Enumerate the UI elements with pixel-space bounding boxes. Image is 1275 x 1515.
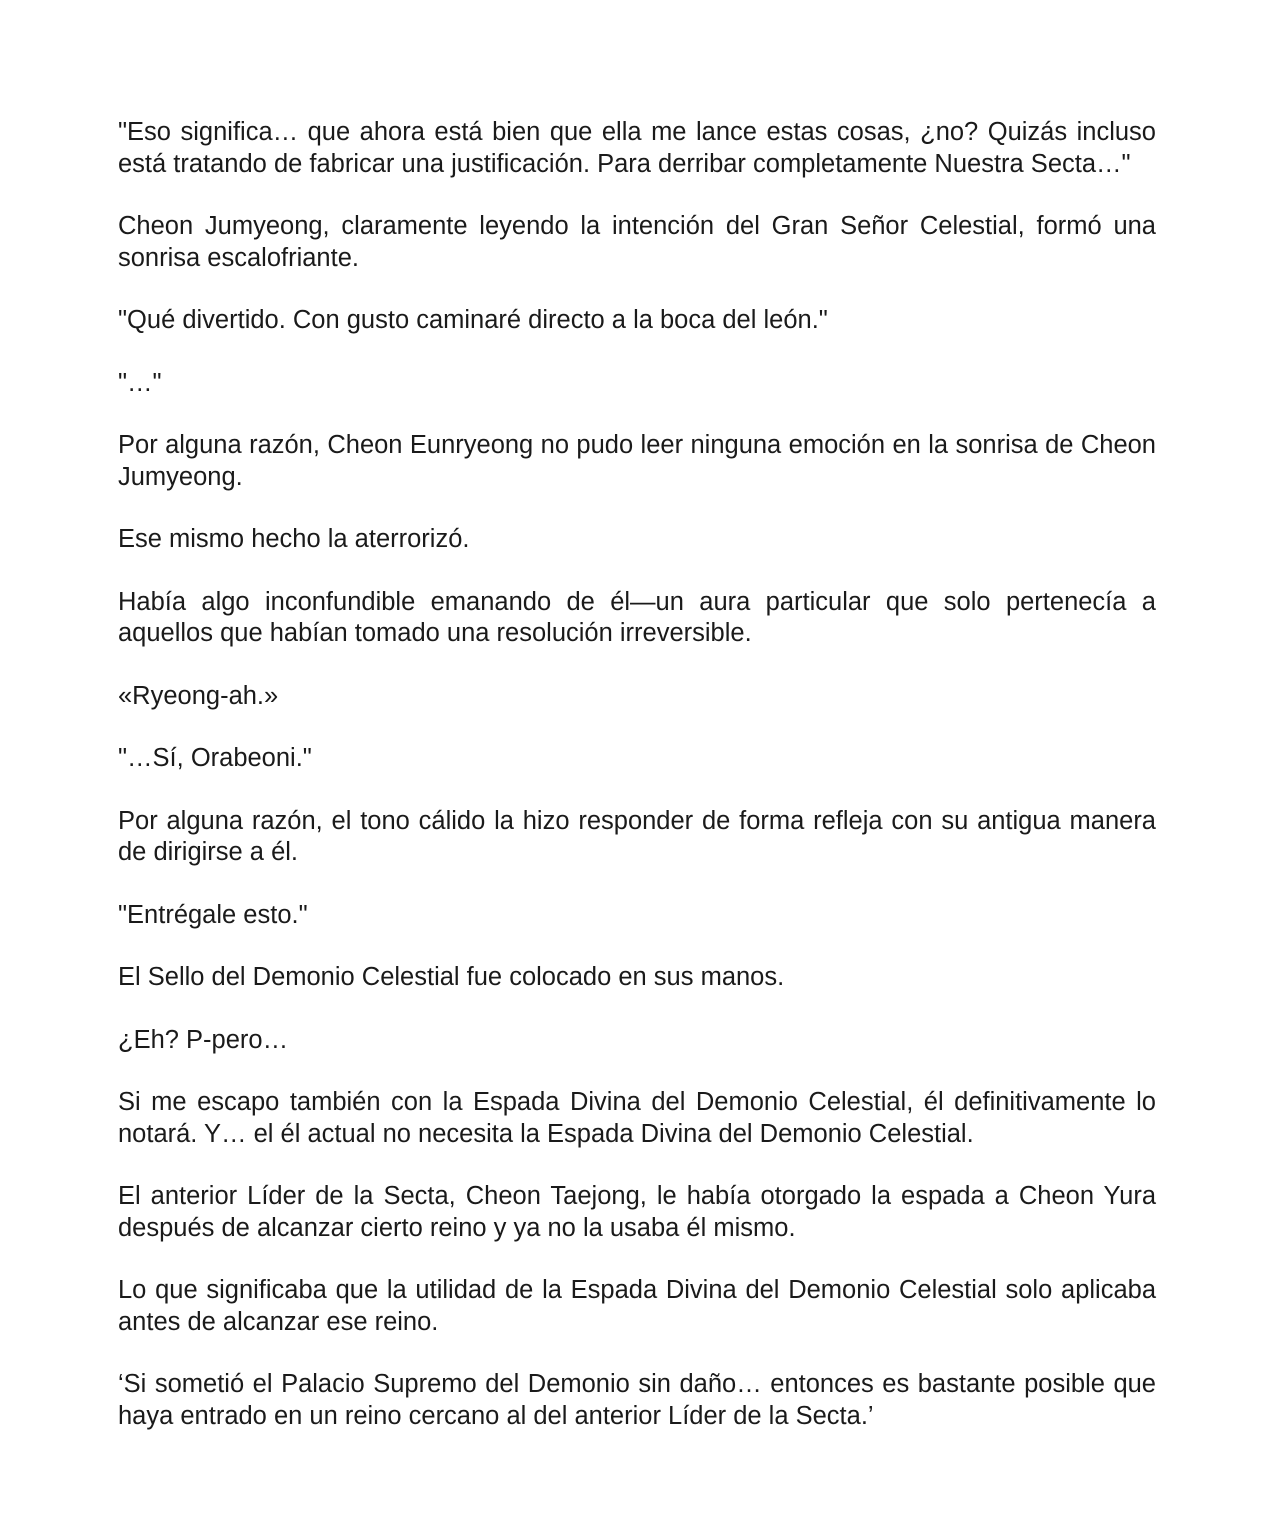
paragraph: "Qué divertido. Con gusto caminaré directo a la boca del león." [118,306,828,334]
paragraph: Cheon Jumyeong, claramente leyendo la intención del Gran Señor Celestial, formó una sonrisa escalofriante. [118,212,1156,272]
paragraph: Lo que significaba que la utilidad de la Espada Divina del Demonio Celestial solo aplicaba antes de alcanzar ese reino. [118,1276,1156,1336]
paragraph: "Entrégale esto." [118,900,308,929]
paragraph: "…" [118,368,162,397]
document-page [118,117,1156,1432]
paragraph: ¿Eh? P-pero… [118,1025,289,1054]
paragraph: "…Sí, Orabeoni." [118,744,312,772]
paragraph: El Sello del Demonio Celestial fue colocado en sus manos. [118,963,785,991]
paragraph: Si me escapo también con la Espada Divina del Demonio Celestial, él definitivamente lo notará. Y… el él actual no necesita la Espada Divina del Demonio Celestial. [118,1088,1156,1148]
paragraph: Por alguna razón, Cheon Eunryeong no pudo leer ninguna emoción en la sonrisa de Cheon Jumyeong. [118,431,1156,491]
paragraph: "Eso significa… que ahora está bien que ella me lance estas cosas, ¿no? Quizás incluso está tratando de fabricar una justificación. Para derribar completamente Nuestra Secta…" [118,118,1156,178]
paragraph: «Ryeong-ah.» [118,681,279,710]
paragraph: ‘Si sometió el Palacio Supremo del Demonio sin daño… entonces es bastante posible que haya entrado en un reino cercano al del anterior Líder de la Secta.’ [118,1370,1156,1430]
paragraph: Había algo inconfundible emanando de él—un aura particular que solo pertenecía a aquellos que habían tomado una resolución irreversible. [118,587,1156,647]
paragraph: Por alguna razón, el tono cálido la hizo responder de forma refleja con su antigua manera de dirigirse a él. [118,806,1156,866]
paragraph: Ese mismo hecho la aterrorizó. [118,525,470,553]
paragraph: El anterior Líder de la Secta, Cheon Taejong, le había otorgado la espada a Cheon Yura después de alcanzar cierto reino y ya no la usaba él mismo. [118,1182,1156,1242]
